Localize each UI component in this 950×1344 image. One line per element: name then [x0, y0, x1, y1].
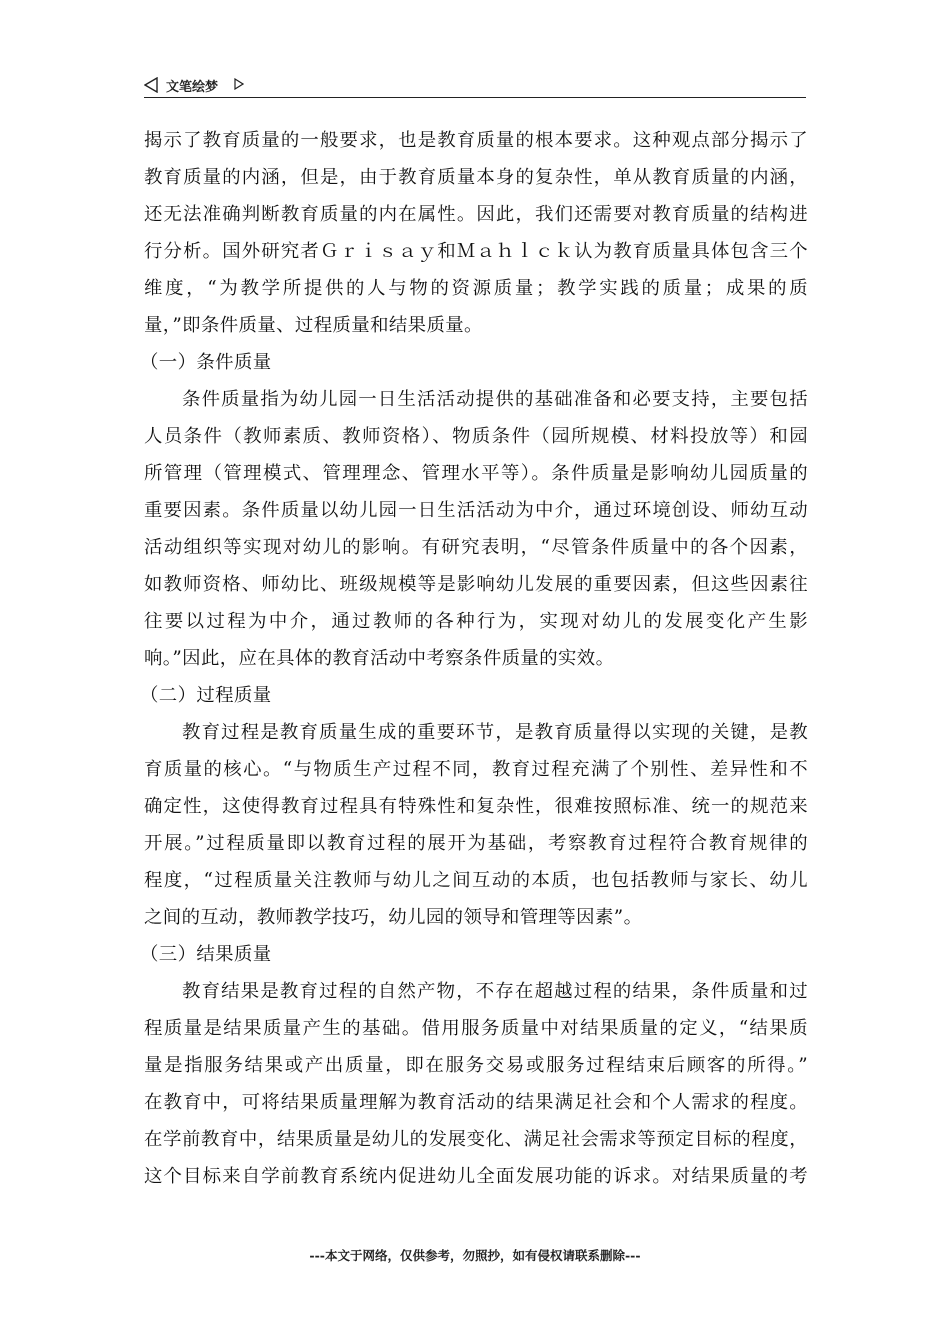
- text-line: 程质量是结果质量产生的基础。借用服务质量中对结果质量的定义，“结果质: [144, 1018, 808, 1039]
- text-line: 量是指服务结果或产出质量，即在服务交易或服务过程结束后顾客的所得。”: [144, 1055, 808, 1076]
- section-heading: （一）条件质量: [140, 352, 272, 373]
- section-heading: （三）结果质量: [140, 944, 272, 965]
- text-line: 教育结果是教育过程的自然产物，不存在超越过程的结果，条件质量和过: [182, 981, 808, 1002]
- text-line: 活动组织等实现对幼儿的影响。有研究表明，“尽管条件质量中的各个因素，: [144, 537, 808, 558]
- header-rule: [144, 97, 806, 98]
- text-line: 揭示了教育质量的一般要求，也是教育质量的根本要求。这种观点部分揭示了: [144, 130, 808, 151]
- triangle-right-icon: [234, 78, 244, 90]
- page-header: [144, 74, 806, 98]
- text-line: 还无法准确判断教育质量的内在属性。因此，我们还需要对教育质量的结构进: [144, 204, 808, 225]
- body-text: [140, 122, 808, 1195]
- text-line: 人员条件（教师素质、教师资格）、物质条件（园所规模、材料投放等）和园: [144, 426, 808, 447]
- text-line: 这个目标来自学前教育系统内促进幼儿全面发展功能的诉求。对结果质量的考: [144, 1166, 808, 1187]
- text-line: 育质量的核心。“与物质生产过程不同，教育过程充满了个别性、差异性和不: [144, 759, 808, 780]
- text-line: 教育质量的内涵，但是，由于教育质量本身的复杂性，单从教育质量的内涵，: [144, 167, 808, 188]
- text-line: 如教师资格、师幼比、班级规模等是影响幼儿发展的重要因素，但这些因素往: [144, 574, 808, 595]
- text-line: 行分析。国外研究者Ｇｒｉｓａｙ和Ｍａｈｌｃｋ认为教育质量具体包含三个: [144, 241, 808, 262]
- text-line: 在教育中，可将结果质量理解为教育活动的结果满足社会和个人需求的程度。: [144, 1092, 808, 1113]
- text-line: 所管理（管理模式、管理理念、管理水平等）。条件质量是影响幼儿园质量的: [144, 463, 808, 484]
- text-line: 重要因素。条件质量以幼儿园一日生活活动为中介，通过环境创设、师幼互动: [144, 500, 808, 521]
- text-line: 确定性，这使得教育过程具有特殊性和复杂性，很难按照标准、统一的规范来: [144, 796, 808, 817]
- text-line: 开展。”过程质量即以教育过程的展开为基础，考察教育过程符合教育规律的: [144, 833, 808, 854]
- text-line: 教育过程是教育质量生成的重要环节，是教育质量得以实现的关键，是教: [182, 722, 808, 743]
- page-footer: ---本文于网络，仅供参考，勿照抄，如有侵权请联系删除---: [309, 1248, 641, 1263]
- header-title: 文笔绘梦: [166, 80, 219, 95]
- text-line: 条件质量指为幼儿园一日生活活动提供的基础准备和必要支持，主要包括: [182, 389, 808, 410]
- text-line: 在学前教育中，结果质量是幼儿的发展变化、满足社会需求等预定目标的程度，: [144, 1129, 808, 1150]
- text-line: 之间的互动，教师教学技巧，幼儿园的领导和管理等因素”。: [144, 907, 643, 928]
- text-line: 维度，“为教学所提供的人与物的资源质量；教学实践的质量；成果的质: [144, 278, 808, 299]
- section-heading: （二）过程质量: [140, 685, 272, 706]
- text-line: 程度，“过程质量关注教师与幼儿之间互动的本质，也包括教师与家长、幼儿: [144, 870, 808, 891]
- text-line: 响。”因此，应在具体的教育活动中考察条件质量的实效。: [144, 648, 615, 669]
- text-line: 量，”即条件质量、过程质量和结果质量。: [144, 315, 483, 336]
- triangle-left-icon: [144, 77, 158, 93]
- text-line: 往要以过程为中介，通过教师的各种行为，实现对幼儿的发展变化产生影: [144, 611, 808, 632]
